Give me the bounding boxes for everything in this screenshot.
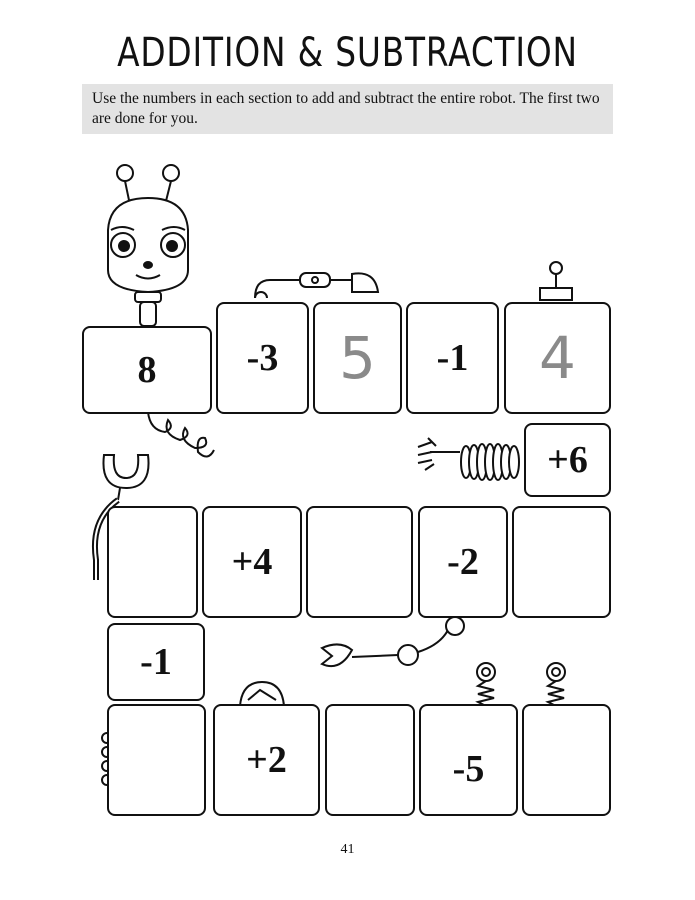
- page-title: ADDITION & SUBTRACTION: [117, 30, 578, 76]
- number-box-row2-4: -2: [418, 506, 508, 618]
- number-box-row1-4: -1: [406, 302, 499, 414]
- number-box-row3-2: +2: [213, 704, 320, 816]
- page-number: 41: [340, 842, 355, 857]
- number-box-right-connector: +6: [524, 423, 611, 497]
- number-box-left-connector: -1: [107, 623, 205, 701]
- answer-box-row1-5[interactable]: 4: [504, 302, 611, 414]
- answer-box-row2-1[interactable]: [107, 506, 198, 618]
- instructions-text: Use the numbers in each section to add and subtract the entire robot. The first two are done for you.: [82, 84, 613, 134]
- answer-box-row2-5[interactable]: [512, 506, 611, 618]
- number-box-row1-1: 8: [82, 326, 212, 414]
- answer-box-row3-3[interactable]: [325, 704, 415, 816]
- number-box-row3-4: -5: [419, 704, 518, 816]
- number-box-row1-2: -3: [216, 302, 309, 414]
- answer-box-row2-3[interactable]: [306, 506, 413, 618]
- answer-box-row3-1[interactable]: [107, 704, 206, 816]
- answer-box-row3-5[interactable]: [522, 704, 611, 816]
- answer-box-row1-3[interactable]: 5: [313, 302, 402, 414]
- number-box-row2-2: +4: [202, 506, 302, 618]
